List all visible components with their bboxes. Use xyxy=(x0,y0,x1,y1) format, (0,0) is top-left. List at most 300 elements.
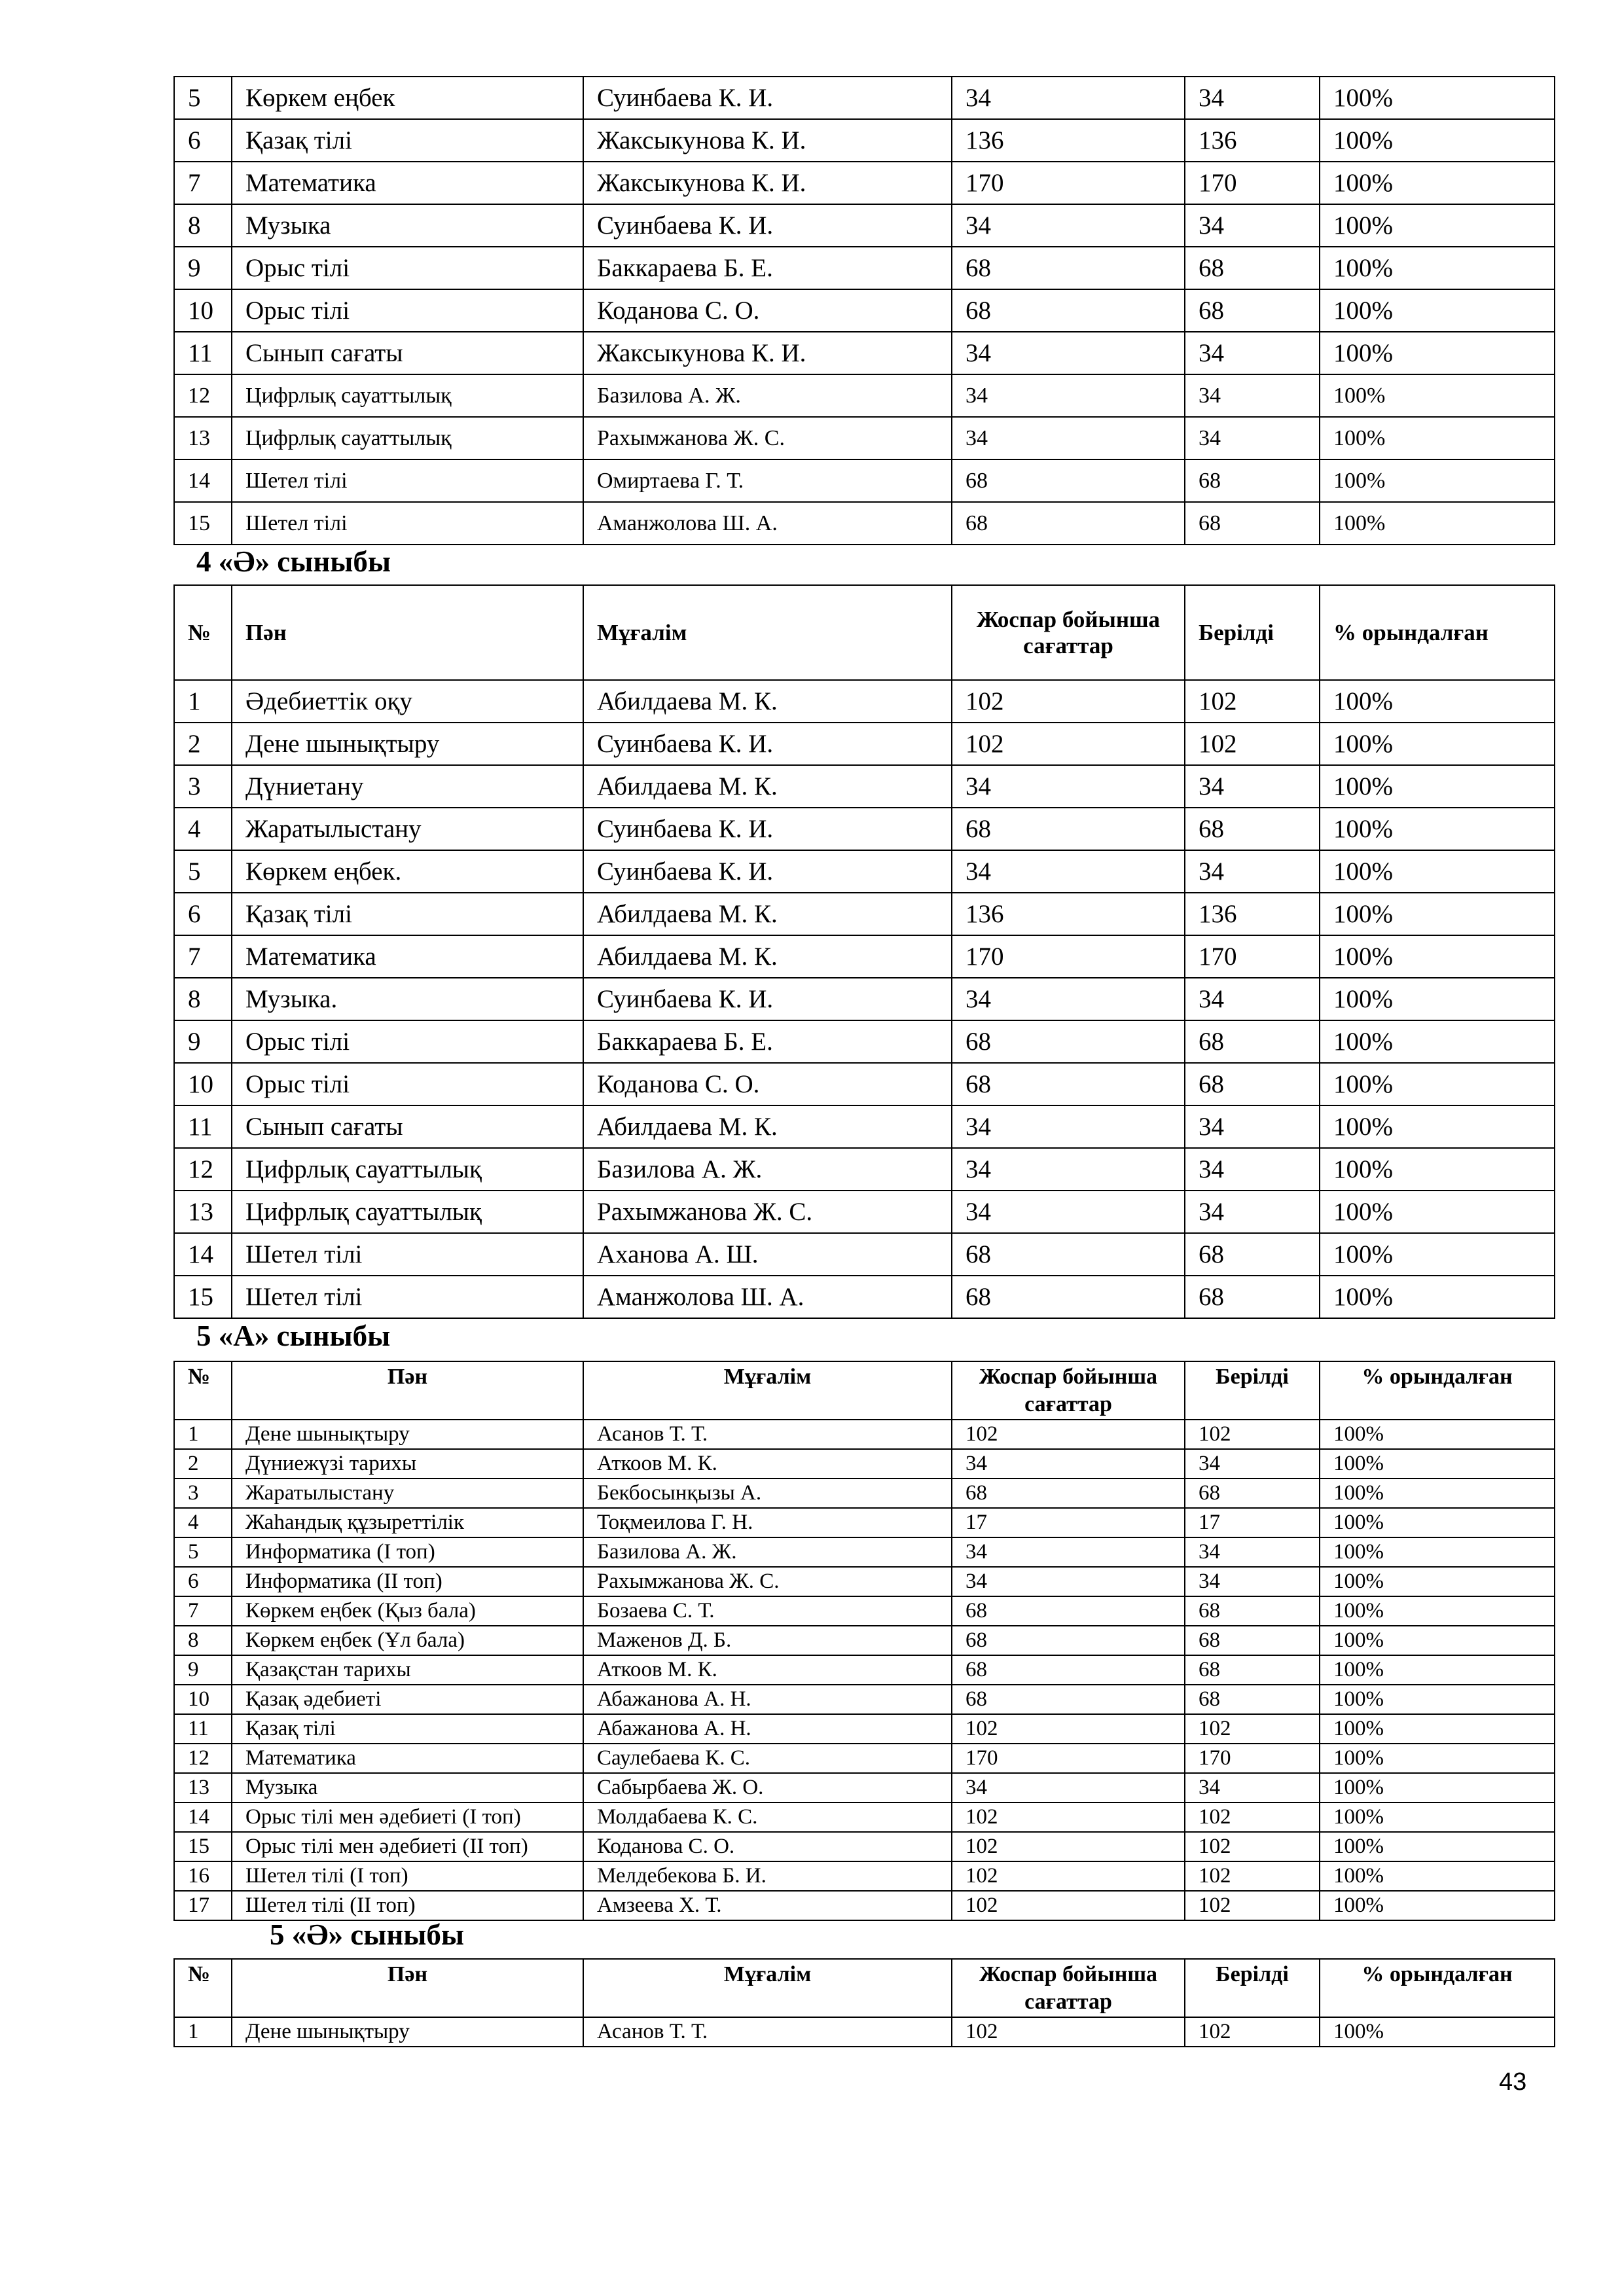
table-row xyxy=(174,808,1555,850)
cell-planned-hours: 68 xyxy=(952,1596,1185,1626)
cell-percent: 100% xyxy=(1320,119,1555,162)
cell-planned-hours: 34 xyxy=(952,417,1185,459)
table-row xyxy=(174,1596,1555,1626)
cell-percent: 100% xyxy=(1320,332,1555,374)
cell-planned-hours: 34 xyxy=(952,1537,1185,1567)
cell-number: 4 xyxy=(174,1508,232,1537)
cell-number: 1 xyxy=(174,2017,232,2047)
cell-planned-hours: 34 xyxy=(952,374,1185,417)
cell-percent: 100% xyxy=(1320,680,1555,723)
cell-given: 34 xyxy=(1185,1148,1320,1191)
cell-teacher: Аманжолова Ш. А. xyxy=(583,1276,952,1318)
cell-given: 68 xyxy=(1185,1233,1320,1276)
cell-percent: 100% xyxy=(1320,1714,1555,1744)
table-row xyxy=(174,1479,1555,1508)
table-4-ae-class xyxy=(173,584,1555,1319)
cell-number: 10 xyxy=(174,289,232,332)
header-percent-done: % орындалған xyxy=(1320,585,1555,680)
cell-subject: Математика xyxy=(232,1744,583,1773)
table-row xyxy=(174,1744,1555,1773)
cell-given: 102 xyxy=(1185,1420,1320,1449)
table-row xyxy=(174,893,1555,935)
table-header-row xyxy=(174,585,1555,680)
cell-percent: 100% xyxy=(1320,1773,1555,1803)
table-5-ae-class xyxy=(173,1958,1555,2047)
cell-given: 102 xyxy=(1185,1832,1320,1861)
page-number: 43 xyxy=(1499,2068,1527,2096)
cell-given: 136 xyxy=(1185,893,1320,935)
cell-subject: Шетел тілі xyxy=(232,502,583,545)
table-row xyxy=(174,1105,1555,1148)
cell-subject: Цифрлық сауаттылық xyxy=(232,1191,583,1233)
cell-planned-hours: 34 xyxy=(952,765,1185,808)
cell-teacher: Саулебаева К. С. xyxy=(583,1744,952,1773)
cell-given: 34 xyxy=(1185,204,1320,247)
cell-teacher: Аткоов М. К. xyxy=(583,1449,952,1479)
cell-percent: 100% xyxy=(1320,1832,1555,1861)
cell-given: 68 xyxy=(1185,289,1320,332)
cell-number: 10 xyxy=(174,1063,232,1105)
cell-subject: Әдебиеттік оқу xyxy=(232,680,583,723)
cell-subject: Орыс тілі мен әдебиеті (II топ) xyxy=(232,1832,583,1861)
table-row xyxy=(174,77,1555,119)
cell-teacher: Сабырбаева Ж. О. xyxy=(583,1773,952,1803)
table-row xyxy=(174,162,1555,204)
cell-subject: Шетел тілі xyxy=(232,1233,583,1276)
cell-planned-hours: 136 xyxy=(952,119,1185,162)
table-row xyxy=(174,1537,1555,1567)
cell-subject: Цифрлық сауаттылық xyxy=(232,374,583,417)
table-row xyxy=(174,1276,1555,1318)
cell-number: 12 xyxy=(174,1744,232,1773)
table-row xyxy=(174,119,1555,162)
cell-planned-hours: 34 xyxy=(952,978,1185,1020)
cell-percent: 100% xyxy=(1320,204,1555,247)
cell-planned-hours: 102 xyxy=(952,680,1185,723)
cell-percent: 100% xyxy=(1320,1655,1555,1685)
cell-planned-hours: 34 xyxy=(952,77,1185,119)
cell-subject: Орыс тілі мен әдебиеті (I топ) xyxy=(232,1803,583,1832)
table-row xyxy=(174,1773,1555,1803)
cell-planned-hours: 68 xyxy=(952,1655,1185,1685)
cell-given: 68 xyxy=(1185,1596,1320,1626)
header-given: Берілді xyxy=(1185,585,1320,680)
cell-given: 136 xyxy=(1185,119,1320,162)
cell-number: 9 xyxy=(174,247,232,289)
table-header-row xyxy=(174,1361,1555,1420)
cell-given: 34 xyxy=(1185,1537,1320,1567)
cell-teacher: Суинбаева К. И. xyxy=(583,77,952,119)
cell-planned-hours: 68 xyxy=(952,808,1185,850)
cell-subject: Жаратылыстану xyxy=(232,808,583,850)
header-teacher: Мұғалім xyxy=(583,1959,952,2017)
cell-teacher: Рахымжанова Ж. С. xyxy=(583,417,952,459)
cell-planned-hours: 34 xyxy=(952,850,1185,893)
cell-given: 170 xyxy=(1185,935,1320,978)
cell-planned-hours: 34 xyxy=(952,1191,1185,1233)
cell-planned-hours: 102 xyxy=(952,1891,1185,1920)
cell-given: 170 xyxy=(1185,1744,1320,1773)
cell-given: 102 xyxy=(1185,1861,1320,1891)
cell-number: 1 xyxy=(174,680,232,723)
cell-subject: Информатика (II топ) xyxy=(232,1567,583,1596)
cell-number: 2 xyxy=(174,1449,232,1479)
cell-planned-hours: 102 xyxy=(952,1861,1185,1891)
table-header-row xyxy=(174,1959,1555,2017)
cell-percent: 100% xyxy=(1320,289,1555,332)
cell-subject: Орыс тілі xyxy=(232,289,583,332)
table-row xyxy=(174,289,1555,332)
header-subject: Пән xyxy=(232,585,583,680)
table-row xyxy=(174,1567,1555,1596)
cell-percent: 100% xyxy=(1320,765,1555,808)
cell-planned-hours: 68 xyxy=(952,502,1185,545)
cell-teacher: Асанов Т. Т. xyxy=(583,1420,952,1449)
cell-number: 10 xyxy=(174,1685,232,1714)
cell-percent: 100% xyxy=(1320,1537,1555,1567)
cell-planned-hours: 68 xyxy=(952,1685,1185,1714)
cell-percent: 100% xyxy=(1320,723,1555,765)
cell-number: 5 xyxy=(174,1537,232,1567)
cell-given: 102 xyxy=(1185,723,1320,765)
cell-teacher: Жаксыкунова К. И. xyxy=(583,119,952,162)
cell-teacher: Базилова А. Ж. xyxy=(583,374,952,417)
cell-number: 14 xyxy=(174,1233,232,1276)
cell-planned-hours: 68 xyxy=(952,459,1185,502)
table-4-class-continuation xyxy=(173,76,1555,545)
cell-subject: Музыка xyxy=(232,1773,583,1803)
cell-percent: 100% xyxy=(1320,1861,1555,1891)
cell-number: 7 xyxy=(174,935,232,978)
cell-planned-hours: 68 xyxy=(952,289,1185,332)
table-row xyxy=(174,1861,1555,1891)
cell-subject: Шетел тілі (II топ) xyxy=(232,1891,583,1920)
cell-teacher: Маженов Д. Б. xyxy=(583,1626,952,1655)
table-row xyxy=(174,204,1555,247)
cell-subject: Математика xyxy=(232,162,583,204)
cell-teacher: Баккараева Б. Е. xyxy=(583,1020,952,1063)
cell-given: 34 xyxy=(1185,374,1320,417)
cell-given: 68 xyxy=(1185,1020,1320,1063)
cell-planned-hours: 102 xyxy=(952,1803,1185,1832)
cell-percent: 100% xyxy=(1320,162,1555,204)
header-teacher: Мұғалім xyxy=(583,1361,952,1420)
cell-teacher: Абажанова А. Н. xyxy=(583,1714,952,1744)
cell-given: 68 xyxy=(1185,459,1320,502)
cell-number: 16 xyxy=(174,1861,232,1891)
cell-given: 102 xyxy=(1185,1714,1320,1744)
cell-percent: 100% xyxy=(1320,978,1555,1020)
cell-subject: Информатика (I топ) xyxy=(232,1537,583,1567)
cell-given: 34 xyxy=(1185,332,1320,374)
cell-teacher: Мелдебекова Б. И. xyxy=(583,1861,952,1891)
cell-number: 4 xyxy=(174,808,232,850)
cell-given: 34 xyxy=(1185,1191,1320,1233)
table-row xyxy=(174,1508,1555,1537)
cell-subject: Көркем еңбек (Ұл бала) xyxy=(232,1626,583,1655)
cell-teacher: Базилова А. Ж. xyxy=(583,1148,952,1191)
cell-given: 34 xyxy=(1185,850,1320,893)
cell-given: 68 xyxy=(1185,808,1320,850)
table-row xyxy=(174,723,1555,765)
table-row xyxy=(174,1420,1555,1449)
cell-teacher: Аткоов М. К. xyxy=(583,1655,952,1685)
cell-percent: 100% xyxy=(1320,1891,1555,1920)
cell-teacher: Асанов Т. Т. xyxy=(583,2017,952,2047)
cell-number: 14 xyxy=(174,459,232,502)
cell-teacher: Коданова С. О. xyxy=(583,289,952,332)
table-row xyxy=(174,502,1555,545)
cell-percent: 100% xyxy=(1320,1020,1555,1063)
cell-subject: Музыка xyxy=(232,204,583,247)
cell-planned-hours: 34 xyxy=(952,204,1185,247)
cell-percent: 100% xyxy=(1320,1191,1555,1233)
cell-subject: Математика xyxy=(232,935,583,978)
cell-teacher: Абилдаева М. К. xyxy=(583,935,952,978)
table-row xyxy=(174,374,1555,417)
cell-subject: Музыка. xyxy=(232,978,583,1020)
cell-percent: 100% xyxy=(1320,1063,1555,1105)
cell-given: 68 xyxy=(1185,1685,1320,1714)
section-title-5-a: 5 «А» сыныбы xyxy=(196,1319,391,1352)
cell-subject: Дене шынықтыру xyxy=(232,723,583,765)
cell-percent: 100% xyxy=(1320,1596,1555,1626)
table-row xyxy=(174,1233,1555,1276)
cell-number: 9 xyxy=(174,1655,232,1685)
cell-number: 3 xyxy=(174,765,232,808)
cell-teacher: Бозаева С. Т. xyxy=(583,1596,952,1626)
header-teacher: Мұғалім xyxy=(583,585,952,680)
cell-subject: Орыс тілі xyxy=(232,1063,583,1105)
cell-number: 13 xyxy=(174,1773,232,1803)
cell-given: 102 xyxy=(1185,1891,1320,1920)
table-row xyxy=(174,332,1555,374)
cell-subject: Орыс тілі xyxy=(232,247,583,289)
cell-planned-hours: 102 xyxy=(952,1714,1185,1744)
cell-planned-hours: 34 xyxy=(952,1148,1185,1191)
cell-subject: Қазақ тілі xyxy=(232,1714,583,1744)
cell-subject: Көркем еңбек (Қыз бала) xyxy=(232,1596,583,1626)
cell-subject: Шетел тілі xyxy=(232,1276,583,1318)
cell-number: 9 xyxy=(174,1020,232,1063)
cell-teacher: Жаксыкунова К. И. xyxy=(583,332,952,374)
cell-planned-hours: 68 xyxy=(952,247,1185,289)
header-number: № xyxy=(174,1959,232,2017)
cell-percent: 100% xyxy=(1320,893,1555,935)
cell-subject: Цифрлық сауаттылық xyxy=(232,1148,583,1191)
cell-number: 17 xyxy=(174,1891,232,1920)
cell-number: 5 xyxy=(174,850,232,893)
cell-percent: 100% xyxy=(1320,1449,1555,1479)
cell-planned-hours: 17 xyxy=(952,1508,1185,1537)
cell-planned-hours: 68 xyxy=(952,1626,1185,1655)
cell-teacher: Коданова С. О. xyxy=(583,1063,952,1105)
cell-number: 13 xyxy=(174,1191,232,1233)
cell-percent: 100% xyxy=(1320,1148,1555,1191)
cell-number: 12 xyxy=(174,374,232,417)
cell-subject: Қазақстан тарихы xyxy=(232,1655,583,1685)
cell-number: 11 xyxy=(174,1105,232,1148)
cell-planned-hours: 170 xyxy=(952,1744,1185,1773)
cell-number: 8 xyxy=(174,1626,232,1655)
table-row xyxy=(174,1891,1555,1920)
cell-planned-hours: 34 xyxy=(952,1105,1185,1148)
cell-given: 68 xyxy=(1185,1479,1320,1508)
header-subject: Пән xyxy=(232,1361,583,1420)
table-row xyxy=(174,1714,1555,1744)
cell-percent: 100% xyxy=(1320,935,1555,978)
cell-teacher: Аманжолова Ш. А. xyxy=(583,502,952,545)
cell-subject: Цифрлық сауаттылық xyxy=(232,417,583,459)
cell-teacher: Баккараева Б. Е. xyxy=(583,247,952,289)
cell-given: 34 xyxy=(1185,978,1320,1020)
cell-number: 6 xyxy=(174,1567,232,1596)
cell-teacher: Суинбаева К. И. xyxy=(583,978,952,1020)
cell-percent: 100% xyxy=(1320,459,1555,502)
cell-subject: Қазақ тілі xyxy=(232,119,583,162)
cell-teacher: Суинбаева К. И. xyxy=(583,204,952,247)
cell-planned-hours: 34 xyxy=(952,1773,1185,1803)
cell-percent: 100% xyxy=(1320,77,1555,119)
cell-percent: 100% xyxy=(1320,1685,1555,1714)
cell-given: 34 xyxy=(1185,1105,1320,1148)
cell-given: 34 xyxy=(1185,1567,1320,1596)
cell-teacher: Суинбаева К. И. xyxy=(583,808,952,850)
cell-number: 8 xyxy=(174,204,232,247)
cell-teacher: Рахымжанова Ж. С. xyxy=(583,1567,952,1596)
table-row xyxy=(174,1655,1555,1685)
cell-teacher: Аханова А. Ш. xyxy=(583,1233,952,1276)
table-row xyxy=(174,1191,1555,1233)
cell-number: 14 xyxy=(174,1803,232,1832)
cell-percent: 100% xyxy=(1320,374,1555,417)
table-row xyxy=(174,459,1555,502)
cell-given: 68 xyxy=(1185,247,1320,289)
table-row xyxy=(174,1063,1555,1105)
cell-planned-hours: 102 xyxy=(952,1832,1185,1861)
cell-teacher: Жаксыкунова К. И. xyxy=(583,162,952,204)
header-subject: Пән xyxy=(232,1959,583,2017)
cell-number: 1 xyxy=(174,1420,232,1449)
cell-planned-hours: 34 xyxy=(952,1567,1185,1596)
cell-subject: Жаратылыстану xyxy=(232,1479,583,1508)
cell-planned-hours: 170 xyxy=(952,935,1185,978)
cell-number: 5 xyxy=(174,77,232,119)
cell-teacher: Амзеева Х. Т. xyxy=(583,1891,952,1920)
cell-percent: 100% xyxy=(1320,1420,1555,1449)
cell-percent: 100% xyxy=(1320,1105,1555,1148)
cell-number: 11 xyxy=(174,332,232,374)
header-given: Берілді xyxy=(1185,1959,1320,2017)
table-row xyxy=(174,2017,1555,2047)
table-row xyxy=(174,1148,1555,1191)
header-number: № xyxy=(174,585,232,680)
cell-planned-hours: 68 xyxy=(952,1020,1185,1063)
cell-planned-hours: 170 xyxy=(952,162,1185,204)
cell-percent: 100% xyxy=(1320,2017,1555,2047)
cell-number: 15 xyxy=(174,1276,232,1318)
cell-given: 68 xyxy=(1185,1626,1320,1655)
cell-subject: Орыс тілі xyxy=(232,1020,583,1063)
cell-given: 34 xyxy=(1185,765,1320,808)
table-row xyxy=(174,850,1555,893)
header-planned-hours: Жоспар бойынша сағаттар xyxy=(952,1361,1185,1420)
cell-planned-hours: 68 xyxy=(952,1276,1185,1318)
table-row xyxy=(174,417,1555,459)
table-row xyxy=(174,765,1555,808)
cell-number: 11 xyxy=(174,1714,232,1744)
cell-given: 68 xyxy=(1185,1655,1320,1685)
cell-teacher: Суинбаева К. И. xyxy=(583,723,952,765)
header-number: № xyxy=(174,1361,232,1420)
cell-planned-hours: 34 xyxy=(952,1449,1185,1479)
cell-teacher: Базилова А. Ж. xyxy=(583,1537,952,1567)
cell-number: 15 xyxy=(174,1832,232,1861)
cell-subject: Қазақ тілі xyxy=(232,893,583,935)
cell-given: 34 xyxy=(1185,77,1320,119)
cell-number: 7 xyxy=(174,1596,232,1626)
cell-given: 170 xyxy=(1185,162,1320,204)
cell-subject: Көркем еңбек xyxy=(232,77,583,119)
cell-number: 12 xyxy=(174,1148,232,1191)
cell-number: 13 xyxy=(174,417,232,459)
cell-teacher: Абилдаева М. К. xyxy=(583,765,952,808)
cell-given: 17 xyxy=(1185,1508,1320,1537)
cell-subject: Дене шынықтыру xyxy=(232,2017,583,2047)
cell-given: 68 xyxy=(1185,1063,1320,1105)
cell-number: 6 xyxy=(174,119,232,162)
cell-percent: 100% xyxy=(1320,1567,1555,1596)
cell-subject: Сынып сағаты xyxy=(232,332,583,374)
cell-number: 2 xyxy=(174,723,232,765)
cell-percent: 100% xyxy=(1320,1803,1555,1832)
cell-number: 7 xyxy=(174,162,232,204)
table-body xyxy=(174,77,1555,545)
cell-planned-hours: 34 xyxy=(952,332,1185,374)
cell-teacher: Коданова С. О. xyxy=(583,1832,952,1861)
cell-given: 68 xyxy=(1185,1276,1320,1318)
table-row xyxy=(174,935,1555,978)
cell-subject: Жаһандық құзыреттілік xyxy=(232,1508,583,1537)
cell-percent: 100% xyxy=(1320,1276,1555,1318)
cell-teacher: Рахымжанова Ж. С. xyxy=(583,1191,952,1233)
cell-teacher: Бекбосынқызы А. xyxy=(583,1479,952,1508)
cell-planned-hours: 68 xyxy=(952,1479,1185,1508)
cell-subject: Сынып сағаты xyxy=(232,1105,583,1148)
cell-planned-hours: 68 xyxy=(952,1233,1185,1276)
cell-percent: 100% xyxy=(1320,502,1555,545)
cell-subject: Шетел тілі xyxy=(232,459,583,502)
cell-subject: Қазақ әдебиеті xyxy=(232,1685,583,1714)
cell-percent: 100% xyxy=(1320,1626,1555,1655)
cell-subject: Көркем еңбек. xyxy=(232,850,583,893)
table-body xyxy=(174,2017,1555,2047)
cell-number: 8 xyxy=(174,978,232,1020)
cell-given: 34 xyxy=(1185,1773,1320,1803)
table-body xyxy=(174,1420,1555,1920)
cell-teacher: Тоқмеилова Г. Н. xyxy=(583,1508,952,1537)
table-5-a-class xyxy=(173,1361,1555,1921)
table-row xyxy=(174,680,1555,723)
cell-number: 6 xyxy=(174,893,232,935)
cell-given: 34 xyxy=(1185,417,1320,459)
cell-given: 102 xyxy=(1185,2017,1320,2047)
cell-teacher: Абилдаева М. К. xyxy=(583,680,952,723)
cell-given: 68 xyxy=(1185,502,1320,545)
cell-given: 102 xyxy=(1185,1803,1320,1832)
cell-subject: Дене шынықтыру xyxy=(232,1420,583,1449)
cell-number: 3 xyxy=(174,1479,232,1508)
